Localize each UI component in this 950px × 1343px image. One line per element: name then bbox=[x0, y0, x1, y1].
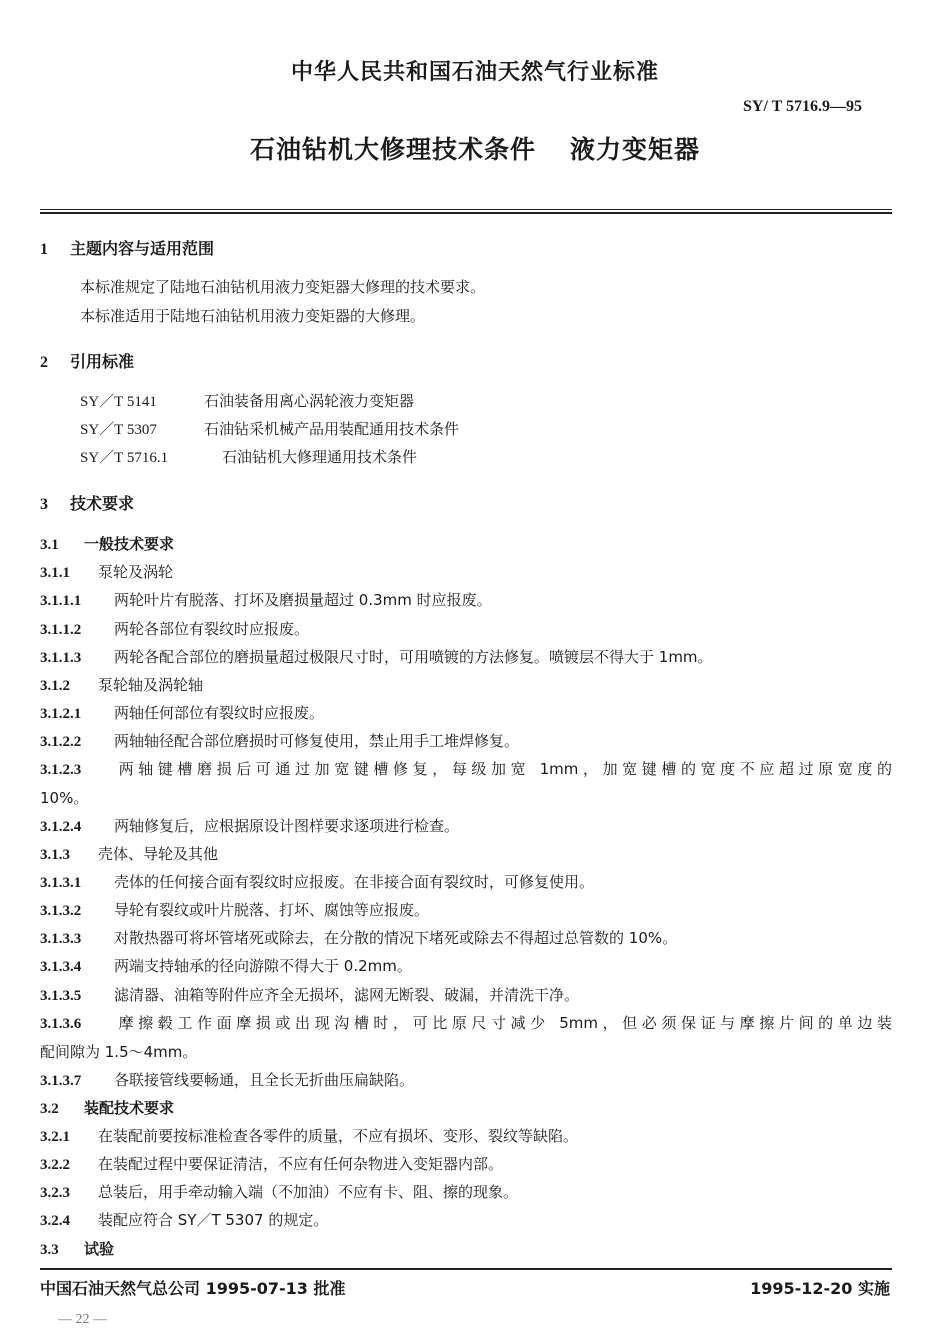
clause-3-1-3-2 bbox=[40, 899, 429, 920]
approval-note: 中国石油天然气总公司 1995-07-13 批准 bbox=[40, 1279, 346, 1298]
clause-3-1-1-2 bbox=[40, 618, 309, 639]
page-number: — 22 — bbox=[58, 1312, 107, 1327]
issuer-title: 中华人民共和国石油天然气行业标准 bbox=[290, 60, 659, 85]
clause-text: 两轮各部位有裂纹时应报废。 bbox=[114, 620, 310, 638]
clause-3-1-3-7 bbox=[40, 1069, 414, 1090]
clause-number: 3.1.3.1 bbox=[40, 875, 82, 891]
clause-number: 3.1.2.1 bbox=[40, 706, 82, 722]
clause-3-1-1-1 bbox=[40, 589, 492, 610]
clause-number: 3.2.2 bbox=[40, 1157, 70, 1173]
reference-code: SY／T 5141 bbox=[80, 394, 157, 410]
footer-rule bbox=[40, 1268, 892, 1270]
clause-text: 导轮有裂纹或叶片脱落、打坏、腐蚀等应报废。 bbox=[114, 901, 430, 919]
clause-text: 两端支持轴承的径向游隙不得大于 0.2mm。 bbox=[114, 957, 412, 975]
clause-3-1-2-4 bbox=[40, 815, 459, 836]
subsection-number: 3.3 bbox=[40, 1242, 59, 1258]
clause-text: 两轴任何部位有裂纹时应报废。 bbox=[114, 704, 325, 722]
clause-3-1-3-1 bbox=[40, 871, 594, 892]
clause-number: 3.1.3.3 bbox=[40, 931, 82, 947]
clause-number: 3.2.4 bbox=[40, 1213, 70, 1229]
reference-title: 石油装备用离心涡轮液力变矩器 bbox=[204, 392, 415, 410]
section-title: 引用标准 bbox=[70, 352, 135, 371]
clause-title: 泵轮轴及涡轮轴 bbox=[98, 676, 204, 694]
clause-text: 两轴轴径配合部位磨损时可修复使用，禁止用手工堆焊修复。 bbox=[114, 732, 520, 750]
reference-item bbox=[80, 446, 417, 467]
clause-text: 滤清器、油箱等附件应齐全无损坏，滤网无断裂、破漏，并清洗干净。 bbox=[114, 986, 580, 1004]
clause-3-1-3-4 bbox=[40, 955, 412, 976]
clause-number: 3.1.3.7 bbox=[40, 1073, 82, 1089]
scope-paragraph-2: 本标准适用于陆地石油钻机用液力变矩器的大修理。 bbox=[80, 307, 426, 325]
clause-number: 3.1.1.3 bbox=[40, 650, 82, 666]
section-number: 1 bbox=[40, 241, 48, 258]
clause-3-1-2-3 bbox=[40, 758, 892, 779]
clause-number: 3.2.3 bbox=[40, 1185, 70, 1201]
clause-3-1-2-heading bbox=[40, 674, 203, 695]
clause-title: 泵轮及涡轮 bbox=[98, 563, 174, 581]
subsection-number: 3.1 bbox=[40, 537, 59, 553]
clause-number: 3.1.3.6 bbox=[40, 1016, 82, 1032]
clause-3-1-3-6 bbox=[40, 1012, 892, 1033]
clause-text: 在装配前要按标准检查各零件的质量，不应有损坏、变形、裂纹等缺陷。 bbox=[98, 1127, 579, 1145]
section-title: 技术要求 bbox=[70, 494, 135, 513]
title-sub: 液力变矩器 bbox=[570, 135, 701, 164]
header-rule-thin bbox=[40, 209, 892, 210]
clause-3-1-1-heading bbox=[40, 561, 173, 582]
clause-3-2-3 bbox=[40, 1181, 518, 1202]
clause-text: 总装后，用手牵动输入端（不加油）不应有卡、阻、擦的现象。 bbox=[98, 1183, 519, 1201]
clause-number: 3.1.2.4 bbox=[40, 819, 82, 835]
subsection-title: 试验 bbox=[84, 1240, 115, 1258]
clause-text: 壳体的任何接合面有裂纹时应报废。在非接合面有裂纹时，可修复使用。 bbox=[114, 873, 595, 891]
clause-3-1-2-3-continuation: 10%。 bbox=[40, 789, 89, 807]
clause-text: 摩擦毂工作面摩损或出现沟槽时，可比原尺寸减少 5mm，但必须保证与摩擦片间的单边装 bbox=[114, 1014, 892, 1032]
clause-number: 3.1.1.2 bbox=[40, 622, 82, 638]
reference-item bbox=[80, 418, 459, 439]
clause-number: 3.1.3.2 bbox=[40, 903, 82, 919]
clause-text: 在装配过程中要保证清洁，不应有任何杂物进入变矩器内部。 bbox=[98, 1155, 504, 1173]
clause-3-1-3-heading bbox=[40, 843, 218, 864]
clause-3-1-3-6-continuation: 配间隙为 1.5～4mm。 bbox=[40, 1043, 198, 1061]
clause-text: 两轴键槽磨损后可通过加宽键槽修复，每级加宽 1mm，加宽键槽的宽度不应超过原宽度的 bbox=[114, 760, 892, 778]
section-3-heading bbox=[40, 491, 134, 514]
clause-3-1-3-3 bbox=[40, 927, 677, 948]
subsection-number: 3.2 bbox=[40, 1101, 59, 1117]
subsection-3-1-heading bbox=[40, 533, 174, 554]
clause-3-1-1-3 bbox=[40, 646, 713, 667]
section-title: 主题内容与适用范围 bbox=[70, 239, 215, 258]
section-number: 2 bbox=[40, 354, 48, 371]
subsection-3-3-heading bbox=[40, 1238, 114, 1259]
clause-3-1-2-2 bbox=[40, 730, 519, 751]
reference-code: SY／T 5716.1 bbox=[80, 450, 169, 466]
clause-text: 两轮叶片有脱落、打坏及磨损量超过 0.3mm 时应报废。 bbox=[114, 591, 492, 609]
reference-title: 石油钻机大修理通用技术条件 bbox=[222, 448, 418, 466]
clause-title: 壳体、导轮及其他 bbox=[98, 845, 219, 863]
clause-text: 两轴修复后，应根据原设计图样要求逐项进行检查。 bbox=[114, 817, 460, 835]
clause-number: 3.1.1.1 bbox=[40, 593, 82, 609]
clause-text: 装配应符合 SY／T 5307 的规定。 bbox=[98, 1211, 329, 1229]
document-title bbox=[0, 130, 950, 166]
clause-3-1-3-5 bbox=[40, 984, 579, 1005]
clause-3-2-2 bbox=[40, 1153, 503, 1174]
section-2-heading bbox=[40, 349, 134, 372]
clause-number: 3.1.2.3 bbox=[40, 762, 82, 778]
section-1-heading bbox=[40, 236, 214, 259]
subsection-title: 装配技术要求 bbox=[84, 1099, 175, 1117]
section-number: 3 bbox=[40, 496, 48, 513]
clause-number: 3.1.1 bbox=[40, 565, 70, 581]
title-main: 石油钻机大修理技术条件 bbox=[249, 135, 536, 164]
clause-number: 3.1.2.2 bbox=[40, 734, 82, 750]
clause-number: 3.2.1 bbox=[40, 1129, 70, 1145]
subsection-3-2-heading bbox=[40, 1097, 174, 1118]
clause-number: 3.1.3.5 bbox=[40, 988, 82, 1004]
clause-3-2-4 bbox=[40, 1209, 328, 1230]
clause-number: 3.1.3.4 bbox=[40, 959, 82, 975]
clause-3-1-2-1 bbox=[40, 702, 324, 723]
standard-code: SY/ T 5716.9—95 bbox=[743, 98, 862, 115]
clause-text: 两轮各配合部位的磨损量超过极限尺寸时，可用喷镀的方法修复。喷镀层不得大于 1mm。 bbox=[114, 648, 713, 666]
clause-number: 3.1.2 bbox=[40, 678, 70, 694]
implementation-date: 1995-12-20 实施 bbox=[750, 1279, 890, 1298]
clause-text: 各联接管线要畅通，且全长无折曲压扁缺陷。 bbox=[114, 1071, 415, 1089]
clause-3-2-1 bbox=[40, 1125, 578, 1146]
clause-number: 3.1.3 bbox=[40, 847, 70, 863]
clause-text: 对散热器可将坏管堵死或除去，在分散的情况下堵死或除去不得超过总管数的 10%。 bbox=[114, 929, 678, 947]
scope-paragraph-1: 本标准规定了陆地石油钻机用液力变矩器大修理的技术要求。 bbox=[80, 278, 486, 296]
header-rule-thick bbox=[40, 212, 892, 214]
reference-item bbox=[80, 390, 414, 411]
reference-title: 石油钻采机械产品用装配通用技术条件 bbox=[204, 420, 460, 438]
subsection-title: 一般技术要求 bbox=[84, 535, 175, 553]
reference-code: SY／T 5307 bbox=[80, 422, 157, 438]
